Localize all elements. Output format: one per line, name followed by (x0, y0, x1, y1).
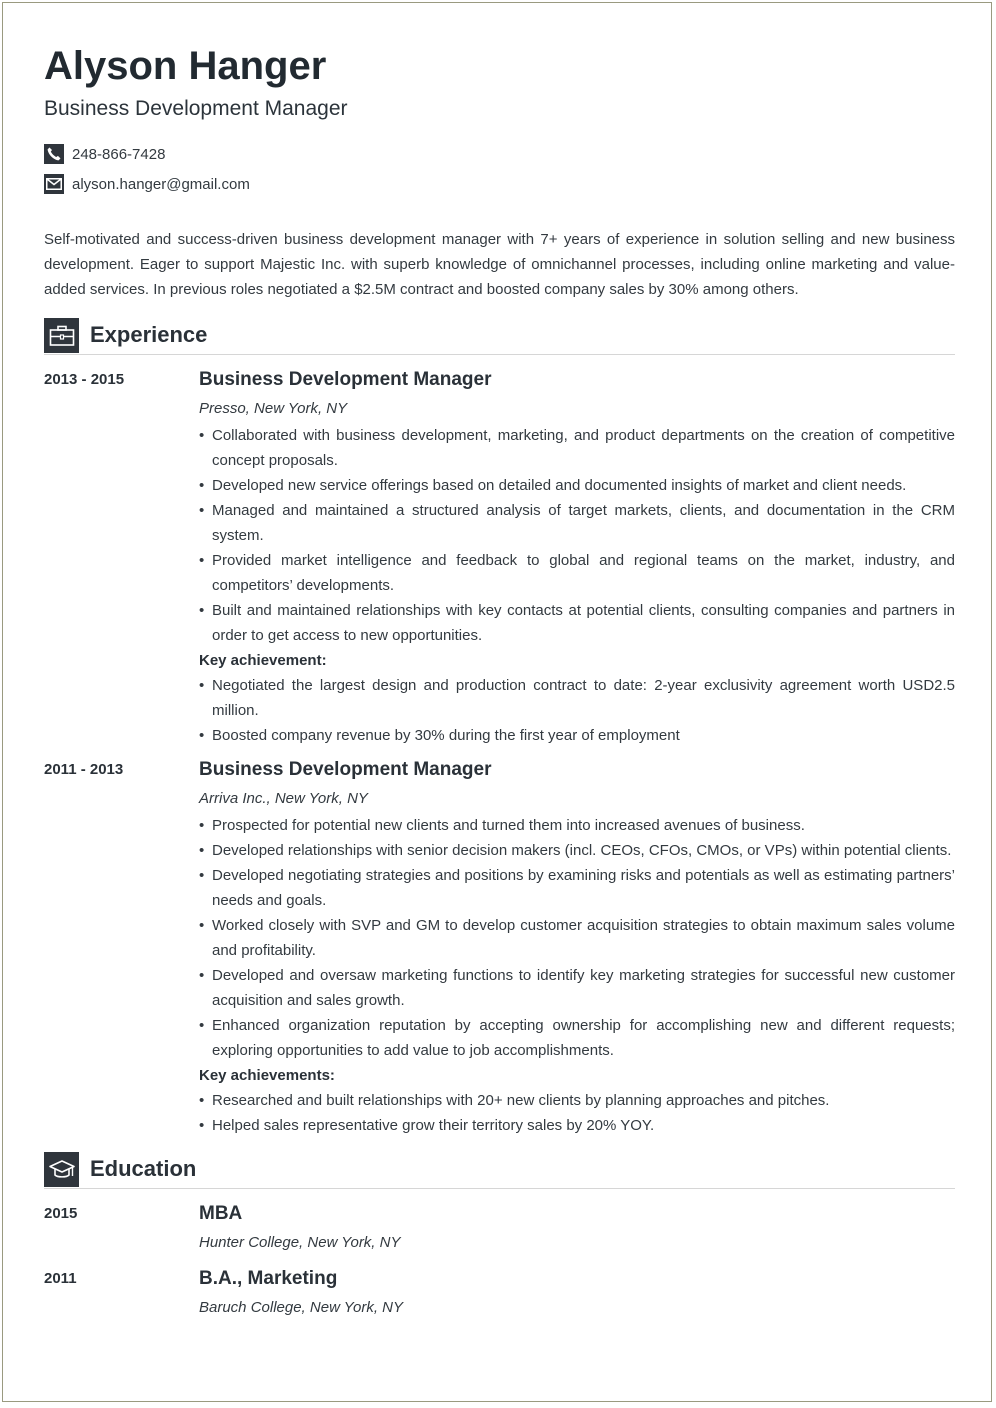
job-role: Business Development Manager (199, 759, 492, 780)
job-role: Business Development Manager (199, 369, 492, 390)
phone-row (44, 144, 165, 164)
job-details (199, 759, 955, 1138)
candidate-title: Business Development Manager (44, 97, 348, 120)
school: Hunter College, New York, NY (199, 1234, 401, 1251)
job-dates: 2011 - 2013 (44, 761, 124, 778)
phone-icon (44, 144, 64, 164)
graduation-cap-icon (44, 1152, 79, 1187)
list-item: • Developed and oversaw marketing functions to identify key marketing strategies for successful new customer acquisition and sales growth. (199, 963, 955, 1013)
experience-heading: Experience (90, 322, 208, 347)
candidate-name: Alyson Hanger (44, 44, 327, 88)
list-item: • Helped sales representative grow their territory sales by 20% YOY. (199, 1113, 955, 1138)
email-row (44, 174, 250, 194)
list-item: • Built and maintained relationships with key contacts at potential clients, consulting companies and partners in order to get access to new opportunities. (199, 598, 955, 648)
education-year: 2011 (44, 1270, 77, 1287)
profile-summary: Self-motivated and success-driven business development manager with 7+ years of experience in solution selling and new business development. Eager to support Majestic Inc. with superb knowledge of omnichannel processes, including online marketing and value-added services. In previous roles negotiated a $2.5M contract and boosted company sales by 30% among others. (44, 231, 955, 298)
email-address: alyson.hanger@gmail.com (72, 175, 250, 193)
list-item: • Developed negotiating strategies and positions by examining risks and potentials as well as estimating partners’ needs and goals. (199, 863, 955, 913)
job-details (199, 369, 955, 748)
job-achievements (199, 1088, 955, 1138)
achievements-label: Key achievement: (199, 652, 327, 669)
degree: B.A., Marketing (199, 1268, 338, 1289)
list-item: • Developed relationships with senior decision makers (incl. CEOs, CFOs, CMOs, or VPs) within potential clients. (199, 838, 955, 863)
list-item: • Enhanced organization reputation by accepting ownership for accomplishing new and different requests; exploring opportunities to add value to job accomplishments. (199, 1013, 955, 1063)
job-organization: Presso, New York, NY (199, 400, 348, 417)
list-item: • Prospected for potential new clients and turned them into increased avenues of business. (199, 813, 955, 838)
job-responsibilities (199, 813, 955, 1063)
job-responsibilities (199, 423, 955, 648)
list-item: • Managed and maintained a structured analysis of target markets, clients, and documentation in the CRM system. (199, 498, 955, 548)
job-dates: 2013 - 2015 (44, 371, 125, 388)
education-details (199, 1268, 955, 1322)
school: Baruch College, New York, NY (199, 1299, 403, 1316)
resume-page (2, 2, 992, 1402)
list-item: • Boosted company revenue by 30% during the first year of employment (199, 723, 955, 748)
education-heading: Education (90, 1156, 197, 1181)
achievements-label: Key achievements: (199, 1067, 335, 1084)
education-year: 2015 (44, 1205, 78, 1222)
list-item: • Collaborated with business development, marketing, and product departments on the creation of competitive concept proposals. (199, 423, 955, 473)
degree: MBA (199, 1203, 243, 1224)
job-organization: Arriva Inc., New York, NY (199, 790, 368, 807)
experience-section-header (44, 318, 955, 355)
list-item: • Worked closely with SVP and GM to develop customer acquisition strategies to obtain maximum sales volume and profitability. (199, 913, 955, 963)
briefcase-icon (44, 318, 79, 353)
list-item: • Provided market intelligence and feedback to global and regional teams on the market, industry, and competitors’ developments. (199, 548, 955, 598)
list-item: • Negotiated the largest design and production contract to date: 2-year exclusivity agreement worth USD2.5 million. (199, 673, 955, 723)
phone-number: 248-866-7428 (72, 145, 166, 163)
education-section-header (44, 1152, 955, 1189)
list-item: • Researched and built relationships with 20+ new clients by planning approaches and pitches. (199, 1088, 955, 1113)
email-icon (44, 174, 64, 194)
list-item: • Developed new service offerings based on detailed and documented insights of market and client needs. (199, 473, 955, 498)
education-details (199, 1203, 955, 1257)
job-achievements (199, 673, 955, 748)
